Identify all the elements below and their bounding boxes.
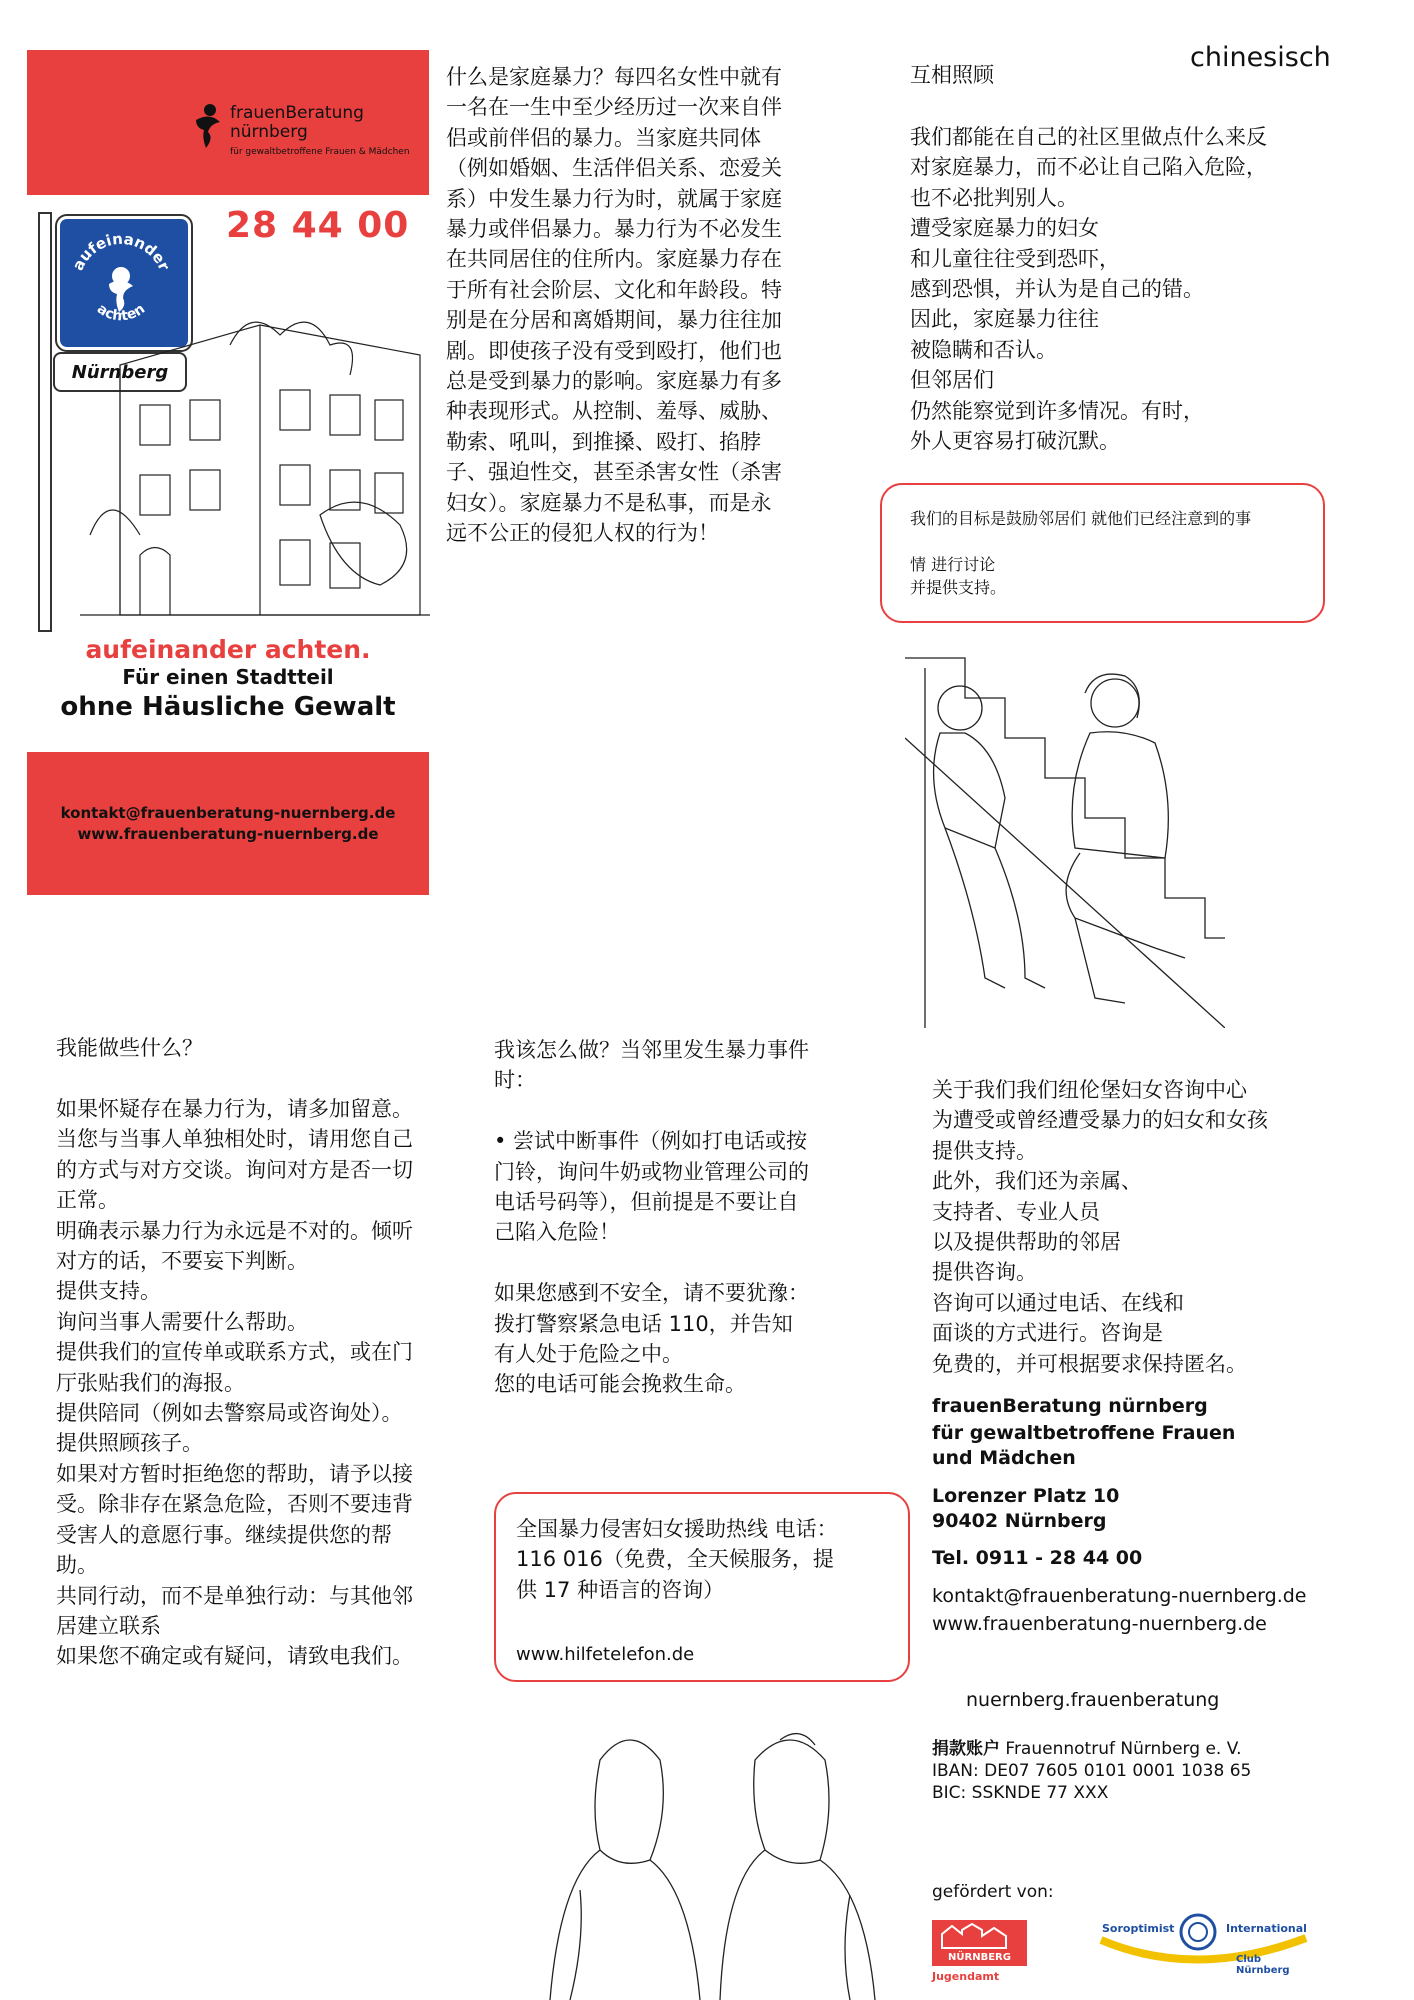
org-tel[interactable]: Tel. 0911 - 28 44 00: [932, 1547, 1143, 1569]
care-body: 我们都能在自己的社区里做点什么来反 对家庭暴力，而不必让自己陷入危险， 也不必批判别人。 遭受家庭暴力的妇女 和儿童往往受到恐吓， 感到恐惧，并认为是自己的错。 因此，家庭暴力往往 被隐瞒和否认。 但邻居们 仍然能察觉到许多情况。有时， 外人更容易打破沉默。: [910, 125, 1267, 454]
sign-city-label: Nürnberg: [53, 352, 187, 392]
hotline-box: [494, 1492, 910, 1682]
sign-pole: [38, 212, 52, 632]
stairs-illustration: [905, 648, 1225, 1028]
logo-tagline: für gewaltbetroffene Frauen & Mädchen: [230, 147, 410, 157]
goal-text: 我们的目标是鼓励邻居们 就他们已经注意到的事 情 进行讨论 并提供支持。: [910, 509, 1252, 597]
logo-line2: nürnberg: [230, 122, 308, 142]
social-handle[interactable]: nuernberg.frauenberatung: [966, 1689, 1220, 1711]
about-us-body: 关于我们我们纽伦堡妇女咨询中心 为遭受或曾经遭受暴力的妇女和女孩 提供支持。 此外，我们还为亲属、 支持者、专业人员 以及提供帮助的邻居 提供咨询。 咨询可以通过电话、在线和 面谈的方式进行。咨询是 免费的，并可根据要求保持匿名。: [932, 1078, 1268, 1376]
org-sub2: und Mädchen: [932, 1447, 1076, 1469]
donation-block: [932, 1738, 1251, 1804]
care-title: 互相照顾: [910, 63, 994, 87]
slogan-line2: Für einen Stadtteil: [122, 665, 334, 689]
org-name: frauenBeratung nürnberg: [932, 1395, 1208, 1417]
donation-bic: BIC: SSKNDE 77 XXX: [932, 1783, 1109, 1803]
phone-number: 28 44 00: [226, 205, 410, 246]
goal-box: [880, 483, 1325, 623]
org-web[interactable]: www.frauenberatung-nuernberg.de: [932, 1613, 1267, 1635]
contact-web[interactable]: www.frauenberatung-nuernberg.de: [77, 824, 379, 843]
nuernberg-logo-text: NÜRNBERG: [948, 1952, 1011, 1963]
slogan-line1: aufeinander achten.: [85, 635, 371, 664]
logo-panel: [27, 50, 429, 195]
hotline-web[interactable]: www.hilfetelefon.de: [516, 1644, 695, 1665]
soroptimist-text-a: Soroptimist: [1102, 1922, 1175, 1935]
sign-bottom-text: achten: [93, 300, 149, 325]
soroptimist-text-c: Club Nürnberg: [1236, 1954, 1290, 1976]
org-city: 90402 Nürnberg: [932, 1510, 1107, 1532]
soroptimist-logo: [1096, 1910, 1311, 1976]
logo-wordmark: [230, 104, 364, 142]
what-can-i-do-title: 我能做些什么？: [56, 1036, 203, 1060]
org-sub1: für gewaltbetroffene Frauen: [932, 1422, 1236, 1444]
org-email[interactable]: kontakt@frauenberatung-nuernberg.de: [932, 1585, 1307, 1607]
donation-iban: IBAN: DE07 7605 0101 0001 1038 65: [932, 1761, 1252, 1781]
contact-panel: [27, 752, 429, 895]
building-illustration: [80, 285, 430, 625]
donation-account: Frauennotruf Nürnberg e. V.: [1005, 1739, 1242, 1759]
sign-top-text: aufeinander: [68, 229, 174, 274]
jugendamt-label: Jugendamt: [932, 1970, 1000, 1983]
what-should-i-do: 我该怎么做？当邻里发生暴力事件 时： • 尝试中断事件（例如打电话或按 门铃，询问牛奶或物业管理公司的 电话号码等），但前提是不要让自 己陷入危险！ 如果您感到不安全，请不要犹豫： 拨打警察紧急电话 110，并告知 有人处于危险之中。 您的电话可能会挽救生命。: [494, 1038, 809, 1397]
domestic-violence-definition: 什么是家庭暴力？每四名女性中就有 一名在一生中至少经历过一次来自伴 侣或前伴侣的暴力。当家庭共同体 （例如婚姻、生活伴侣关系、恋爱关 系）中发生暴力行为时，就属于家庭 暴力或伴侣暴力。暴力行为不必发生 在共同居住的住所内。家庭暴力存在 于所有社会阶层、文化和年龄段。特 别是在分居和离婚期间，暴力往往加 剧。即使孩子没有受到殴打，他们也 总是受到暴力的影响。家庭暴力有多 种表现形式。从控制、羞辱、威胁、 勒索、吼叫，到推搡、殴打、掐脖 子、强迫性交，甚至杀害女性（杀害 妇女）。家庭暴力不是私事，而是永 远不公正的侵犯人权的行为！: [446, 65, 782, 546]
hotline-text: 全国暴力侵害妇女援助热线 电话： 116 016（免费，全天候服务，提 供 17 种语言的咨询）: [516, 1517, 838, 1602]
two-women-illustration: [540, 1720, 880, 2000]
logo-figure-icon: [190, 102, 224, 150]
org-street: Lorenzer Platz 10: [932, 1485, 1120, 1507]
what-can-i-do-body: 如果怀疑存在暴力行为，请多加留意。 当您与当事人单独相处时，请用您自己 的方式与对方交谈。询问对方是否一切 正常。 明确表示暴力行为永远是不对的。倾听 对方的话，不要妄下判断。 提供支持。 询问当事人需要什么帮助。 提供我们的宣传单或联系方式，或在门 厅张贴我们的海报。 提供陪同（例如去警察局或咨询处）。 提供照顾孩子。 如果对方暂时拒绝您的帮助，请予以接 受。除非存在紧急危险，否则不要违背 受害人的意愿行事。继续提供您的帮 助。 共同行动，而不是单独行动：与其他邻 居建立联系 如果您不确定或有疑问，请致电我们。: [56, 1097, 413, 1669]
skyline-icon: [932, 1920, 1027, 1950]
sponsor-label: gefördert von:: [932, 1882, 1054, 1902]
logo-line1: frauenBeratung: [230, 103, 364, 123]
contact-email[interactable]: kontakt@frauenberatung-nuernberg.de: [60, 803, 396, 822]
language-label: chinesisch: [1190, 42, 1331, 73]
donation-label: 捐款账户: [932, 1739, 1000, 1759]
slogan-line3: ohne Häusliche Gewalt: [60, 692, 396, 722]
nuernberg-logo: [932, 1920, 1027, 1966]
soroptimist-text-b: International: [1226, 1922, 1307, 1935]
